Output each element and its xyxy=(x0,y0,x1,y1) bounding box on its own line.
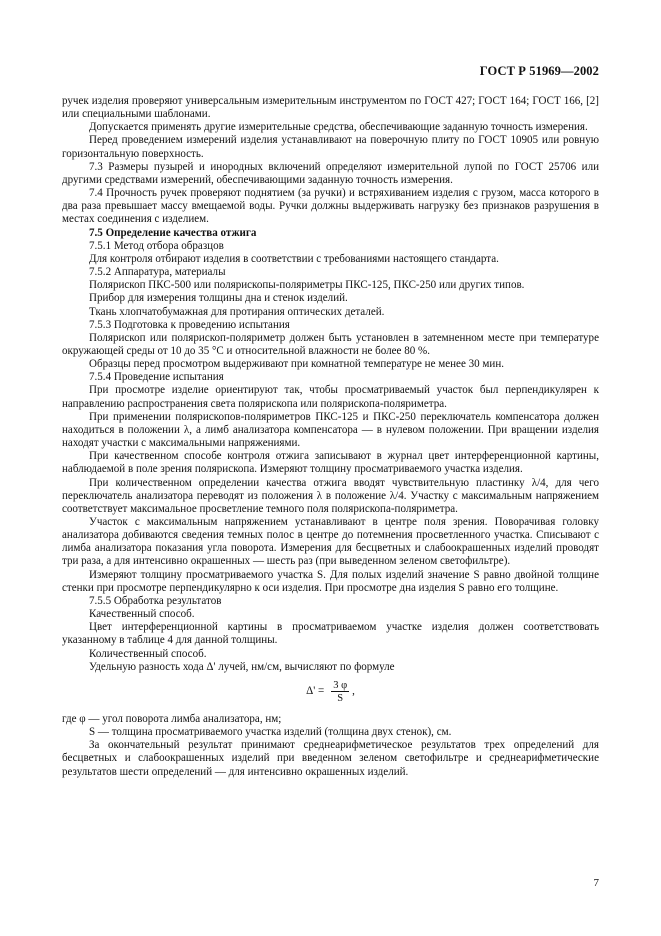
formula-fraction xyxy=(331,680,349,704)
document-body xyxy=(62,95,599,779)
paragraph: 7.5 Определение качества отжига xyxy=(89,226,257,239)
formula-tail: , xyxy=(352,685,355,698)
paragraph: S — толщина просматриваемого участка изделий (толщина двух стенок), см. xyxy=(89,726,452,739)
paragraph: 7.4 Прочность ручек проверяют поднятием (за ручки) и встряхиванием изделия с грузом, масса которого в два раза превышает массу вмещаемой воды. Ручки должны выдерживать нагрузку без признаков разрушения в местах соединения с изделием. xyxy=(62,187,599,226)
paragraph: Полярископ или полярископ-поляриметр должен быть установлен в затемненном месте при температуре окружающей среды от 10 до 35 °С и относительной влажности не более 80 %. xyxy=(62,331,599,357)
paragraph: Полярископ ПКС-500 или полярископы-поляриметры ПКС-125, ПКС-250 или других типов. xyxy=(89,279,525,292)
paragraph: Цвет интерференционной картины в просматриваемом участке изделия должен соответствовать указанному в таблице 4 для данной толщины. xyxy=(62,621,599,647)
paragraph: где φ — угол поворота лимба анализатора, нм; xyxy=(62,712,282,725)
paragraph: При просмотре изделие ориентируют так, чтобы просматриваемый участок был перпендикулярен к направлению распространения света полярископа или полярископа-поляриметра. xyxy=(62,384,599,410)
paragraph: Ткань хлопчатобумажная для протирания оптических деталей. xyxy=(89,305,385,318)
paragraph: Количественный способ. xyxy=(89,647,207,660)
explanation-paragraphs xyxy=(62,713,599,779)
paragraph: Допускается применять другие измерительные средства, обеспечивающие заданную точность измерения. xyxy=(89,121,588,134)
paragraph: Образцы перед просмотром выдерживают при комнатной температуре не менее 30 мин. xyxy=(89,358,505,371)
paragraph: ручек изделия проверяют универсальным измерительным инструментом по ГОСТ 427; ГОСТ 164; ГОСТ 166, [2] или специальными шаблонами. xyxy=(62,95,599,121)
paragraph: Перед проведением измерений изделия устанавливают на поверочную плиту по ГОСТ 10905 или ровную горизонтальную поверхность. xyxy=(62,134,599,160)
formula xyxy=(62,677,599,707)
paragraph: 7.5.2 Аппаратура, материалы xyxy=(89,266,226,279)
standard-header: ГОСТ Р 51969—2002 xyxy=(479,64,599,78)
paragraph: 7.3 Размеры пузырей и инородных включений определяют измерительной лупой по ГОСТ 25706 или другими средствами измерений, обеспечивающими заданную точность измерения. xyxy=(62,160,599,186)
page-number: 7 xyxy=(593,877,599,889)
paragraph: При качественном способе контроля отжига записывают в журнал цвет интерференционной картины, наблюдаемой в поле зрения полярископа. Измеряют толщину просматриваемого участка изделия. xyxy=(62,450,599,476)
paragraph: Качественный способ. xyxy=(89,608,195,621)
paragraph: 7.5.3 Подготовка к проведению испытания xyxy=(89,318,290,331)
formula-denominator: S xyxy=(337,692,344,704)
paragraph: Для контроля отбирают изделия в соответствии с требованиями настоящего стандарта. xyxy=(89,252,499,265)
formula-lhs: Δ' = xyxy=(306,685,325,698)
formula-numerator: 3 φ xyxy=(333,679,348,691)
paragraph: За окончательный результат принимают среднеарифметическое результатов трех определений для бесцветных и слабоокрашенных изделий при введенном зеленом светофильтре и среднеарифметические результатов шести определений — для интенсивно окрашенных изделий. xyxy=(62,739,599,778)
paragraph: Участок с максимальным напряжением устанавливают в центре поля зрения. Поворачивая головку анализатора добиваются сведения темных полос в центре до потемнения просветленного участка. Списывают с лимба анализатора показания угла поворота. Измерения для бесцветных и слабоокрашенных изделий проводят три раза, а для интенсивно окрашенных — шесть раз (при выведенном зеленом светофильтре). xyxy=(62,516,599,568)
paragraph: 7.5.1 Метод отбора образцов xyxy=(89,239,224,252)
paragraph: 7.5.4 Проведение испытания xyxy=(89,371,224,384)
paragraphs xyxy=(62,95,599,674)
paragraph: При количественном определении качества отжига вводят чувствительную пластинку λ/4, для чего переключатель анализатора переводят из положения λ в положение λ/4. Участку с максимальным напряжением соответствует максимальное просветление темного поля полярископа-поляриметра. xyxy=(62,476,599,515)
paragraph: Удельную разность хода Δ' лучей, нм/см, вычисляют по формуле xyxy=(89,660,395,673)
paragraph: При применении полярископов-поляриметров ПКС-125 и ПКС-250 переключатель компенсатора должен находиться в положении λ, а лимб анализатора компенсатора — в нулевом положении. При вращении изделия находят участки с максимальными напряжениями. xyxy=(62,410,599,450)
paragraph: Измеряют толщину просматриваемого участка S. Для полых изделий значение S равно двойной толщине стенки при просмотре перпендикулярно к оси изделия. При просмотре дна изделия S равно его толщине. xyxy=(62,568,599,594)
paragraph: 7.5.5 Обработка результатов xyxy=(89,594,222,607)
paragraph: Прибор для измерения толщины дна и стенок изделий. xyxy=(89,292,348,305)
